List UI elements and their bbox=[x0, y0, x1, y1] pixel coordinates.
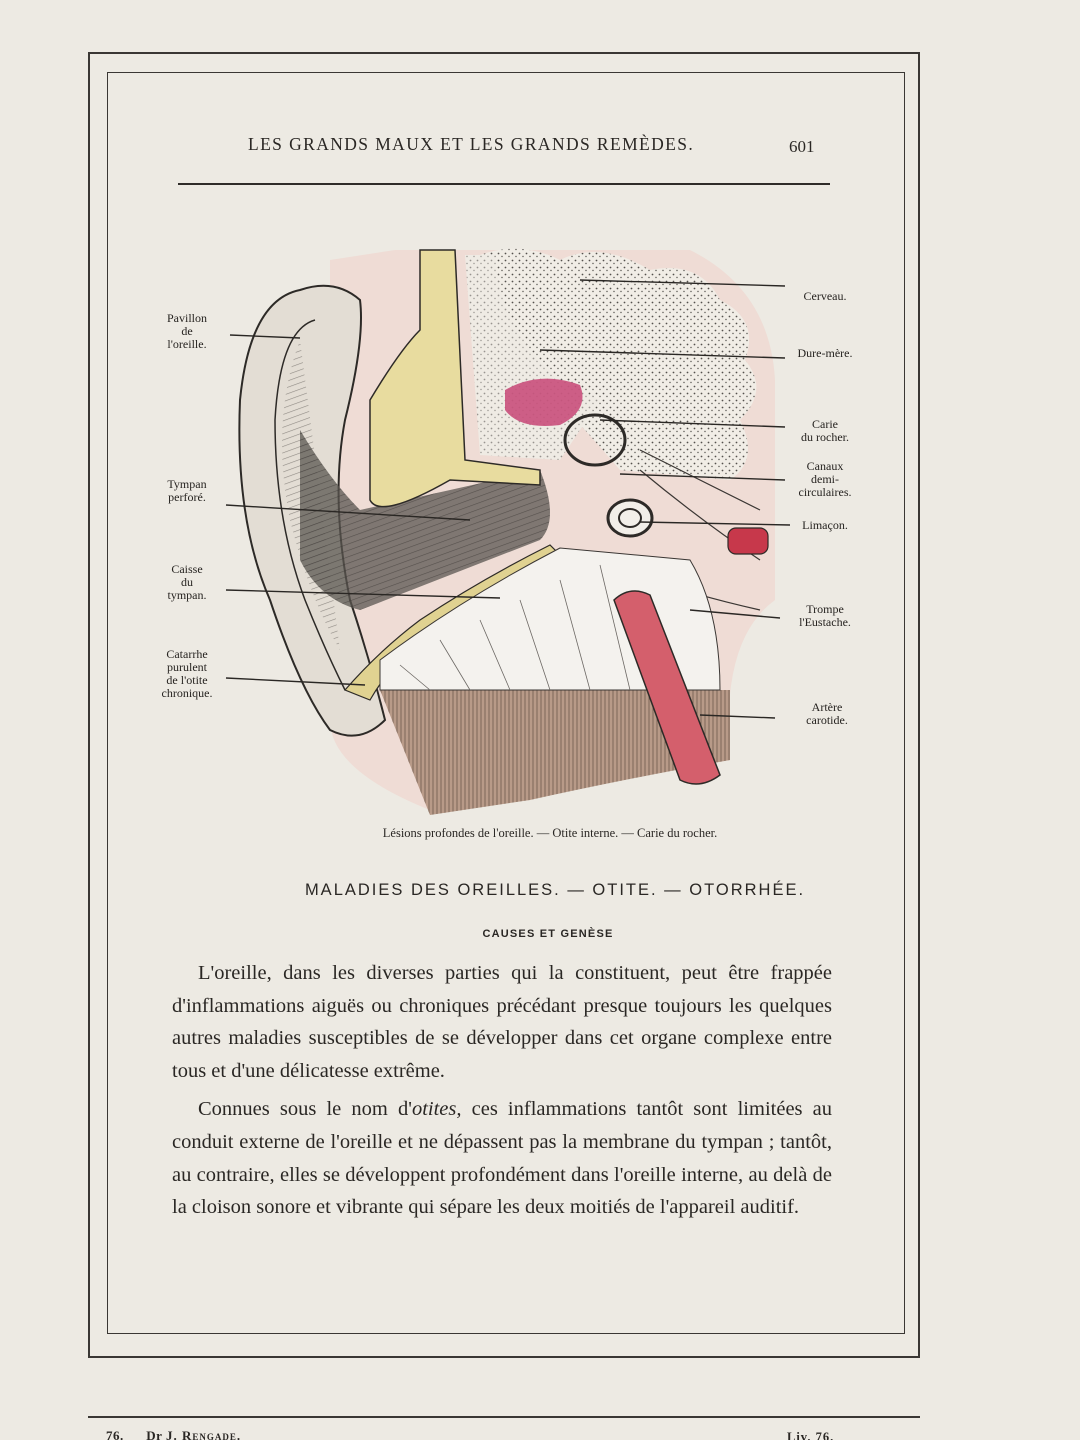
paragraph-1: L'oreille, dans les diverses parties qui la constituent, peut être frappée d'inflammations aiguës ou chroniques précédant presque toujours les quelques autres maladies susceptibles de se développer dans cet organe complexe entre tous et d'une délicatesse extrême. bbox=[172, 962, 832, 1082]
footer-author-prefix: Dr bbox=[146, 1428, 163, 1440]
label-catarrhe: Catarrhe purulent de l'otite chronique. bbox=[161, 647, 213, 700]
label-caisse: Caisse du tympan. bbox=[167, 562, 207, 602]
body-text bbox=[172, 957, 832, 1230]
label-trompe: Trompe l'Eustache. bbox=[799, 602, 851, 629]
footer-rule bbox=[88, 1416, 920, 1418]
label-pavillon: Pavillon de l'oreille. bbox=[166, 311, 207, 351]
label-cerveau: Cerveau. bbox=[803, 289, 847, 303]
running-title: LES GRANDS MAUX ET LES GRANDS REMÈDES. bbox=[248, 134, 695, 154]
section-title: MALADIES DES OREILLES. — OTITE. — OTORRHÉE. bbox=[304, 881, 806, 899]
label-tympan: Tympan perforé. bbox=[167, 477, 207, 504]
label-carie: Carie du rocher. bbox=[801, 417, 849, 444]
footer-signature bbox=[106, 1428, 241, 1440]
italic-term: otites, bbox=[411, 1098, 462, 1121]
figure-caption: Lésions profondes de l'oreille. — Otite interne. — Carie du rocher. bbox=[382, 826, 718, 840]
label-artere: Artère carotide. bbox=[806, 700, 848, 727]
footer-author: J. Rengade. bbox=[165, 1428, 242, 1440]
label-limacon: Limaçon. bbox=[802, 518, 848, 532]
label-canaux: Canaux demi- circulaires. bbox=[798, 459, 852, 499]
footer-number: 76. bbox=[106, 1428, 124, 1440]
footer-livraison: Liv. 76. bbox=[787, 1430, 835, 1440]
paragraph-2: Connues sous le nom d'otites, ces inflammations tantôt sont limitées au conduit externe de l'oreille et ne dépassent pas la membrane du tympan ; tantôt, au contraire, elles se développent profondément dans l'oreille interne, au delà de la cloison sonore et vibrante qui sépare les deux moitiés de l'appareil auditif. bbox=[172, 1098, 833, 1219]
page-number: 601 bbox=[789, 137, 815, 156]
label-dure-mere: Dure-mère. bbox=[797, 346, 853, 360]
subsection-title: CAUSES ET GENÈSE bbox=[482, 928, 614, 940]
